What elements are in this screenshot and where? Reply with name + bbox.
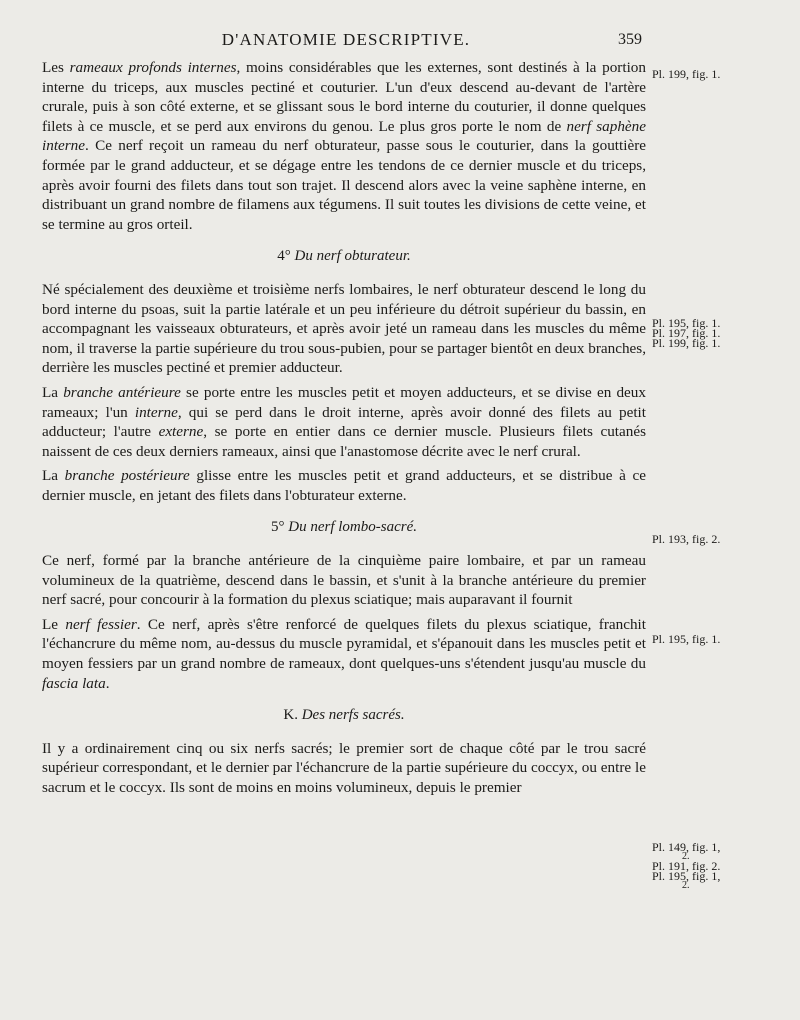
- text-run: 4°: [277, 248, 295, 265]
- paragraph: [42, 466, 646, 505]
- paragraph: [42, 280, 646, 378]
- italic-run: fascia lata: [42, 674, 106, 692]
- text-run: La: [42, 467, 65, 485]
- margin-ref-line: 2.: [682, 880, 690, 891]
- section-heading: [42, 706, 646, 726]
- margin-ref-line: Pl. 197, fig. 1.: [652, 326, 721, 340]
- italic-run: branche postérieure: [64, 467, 190, 485]
- text-run: Ce nerf, formé par la branche antérieure de la cinquième paire lombaire, et par un rameau volumineux de la quatrième, descend dans le bassin, et s'unit à la branche antérieure du premier nerf sacré, pour concourir à la formation du plexus sciatique; mais auparavant il fournit: [42, 552, 646, 609]
- body-text: [42, 58, 646, 798]
- italic-run: branche antérieure: [63, 383, 181, 401]
- text-run: , se porte en entier dans ce dernier muscle. Plusieurs filets cutanés naissent de ces deux derniers rameaux, ainsi que l'anastomose décrite avec le nerf crural.: [42, 423, 646, 460]
- text-run: .: [105, 674, 110, 692]
- text-run: , qui se perd dans le droit interne, après avoir donné des filets au petit adducteur; l'autre: [42, 403, 646, 441]
- text-run: , moins considérables que les externes, sont destinés à la portion interne du triceps, aux muscles pectiné et couturier. L'un d'eux descend au-devant de l'artère crurale, puis à son côté externe, et se glissant sous le bord interne du couturier, il donne quelques filets à ce muscle, et se perd aux environs du genou. Le plus gros porte le nom de: [42, 59, 646, 135]
- italic-run: nerf saphène interne: [42, 117, 646, 155]
- section-heading: [42, 247, 646, 267]
- text-run: Il y a ordinairement cinq ou six nerfs sacrés; le premier sort de chaque côté par le trou sacré supérieur correspondant, et le dernier par l'échancrure de la partie supérieure du coccyx, ou entre le sacrum et le coccyx. Ils sont de moins en moins volumineux, depuis le premier: [42, 739, 646, 796]
- margin-plate-reference: [652, 842, 720, 890]
- italic-run: externe: [158, 423, 204, 441]
- paragraph: [42, 551, 646, 610]
- text-run: glisse entre les muscles petit et grand adducteurs, et se distribue à ce dernier muscle, en jetant des filets dans l'obturateur externe.: [42, 467, 646, 504]
- italic-run: nerf fessier: [65, 615, 137, 633]
- running-title: D'ANATOMIE DESCRIPTIVE.: [221, 30, 471, 49]
- text-run: La: [42, 383, 64, 401]
- italic-run: Des nerfs sacrés.: [301, 707, 405, 724]
- margin-plate-reference: Pl. 195, fig. 1.: [652, 632, 721, 646]
- page-number: 359: [618, 31, 642, 48]
- text-run: 5°: [271, 519, 289, 536]
- margin-plate-reference: Pl. 193, fig. 2.: [652, 532, 721, 546]
- margin-ref-line: Pl. 149, fig. 1,: [652, 840, 721, 854]
- paragraph: [42, 739, 646, 798]
- paragraph: [42, 58, 646, 234]
- italic-run: Du nerf lombo-sacré.: [288, 519, 417, 536]
- text-run: K.: [283, 707, 302, 724]
- paragraph: [42, 383, 646, 461]
- margin-ref-line: 2.: [682, 851, 690, 862]
- italic-run: rameaux profonds internes: [69, 59, 237, 76]
- text-run: . Ce nerf, après s'être renforcé de quelques filets du plexus sciatique, franchit l'échancrure du même nom, au-dessus du muscle pyramidal, et s'épanouit dans les muscles petit et moyen fessiers par un grand nombre de rameaux, dont quelques-uns s'étendent jusqu'au muscle du: [42, 615, 646, 673]
- text-run: Né spécialement des deuxième et troisième nerfs lombaires, le nerf obturateur descend le long du bord interne du psoas, suit la partie latérale et un peu inférieure du détroit supérieur du bassin, en accompagnant les vaisseaux obturateurs, et après avoir jeté un rameau dans les muscles du même nom, il traverse la partie supérieure du trou sous-pubien, pour se partager bientôt en deux branches, derrière les muscles pectiné et premier adducteur.: [42, 280, 646, 377]
- section-heading: [42, 518, 646, 538]
- italic-run: interne: [134, 403, 178, 421]
- margin-plate-reference: Pl. 199, fig. 1.: [652, 67, 721, 81]
- italic-run: Du nerf obturateur.: [294, 248, 411, 265]
- paragraph: [42, 615, 646, 693]
- margin-ref-line: Pl. 199, fig. 1.: [652, 336, 721, 350]
- text-run: Le: [42, 615, 66, 633]
- text-run: Les: [42, 59, 70, 76]
- margin-ref-line: Pl. 195, fig. 1,: [652, 869, 721, 883]
- margin-ref-line: Pl. 191, fig. 2.: [652, 859, 721, 873]
- text-run: se porte entre les muscles petit et moyen adducteurs, et se divise en deux rameaux; l'un: [42, 383, 646, 421]
- text-run: . Ce nerf reçoit un rameau du nerf obturateur, passe sous le couturier, dans la gouttière formée par le grand adducteur, et se dégage entre les tendons de ce dernier muscle et du triceps, après avoir fourni des filets dans tout son trajet. Il descend alors avec la veine saphène interne, en distribuant un grand nombre de filamens aux tégumens. Il suit toutes les divisions de cette veine, et se termine au gros orteil.: [42, 137, 646, 233]
- margin-ref-line: Pl. 195, fig. 1.: [652, 316, 721, 330]
- margin-plate-reference: [652, 318, 720, 348]
